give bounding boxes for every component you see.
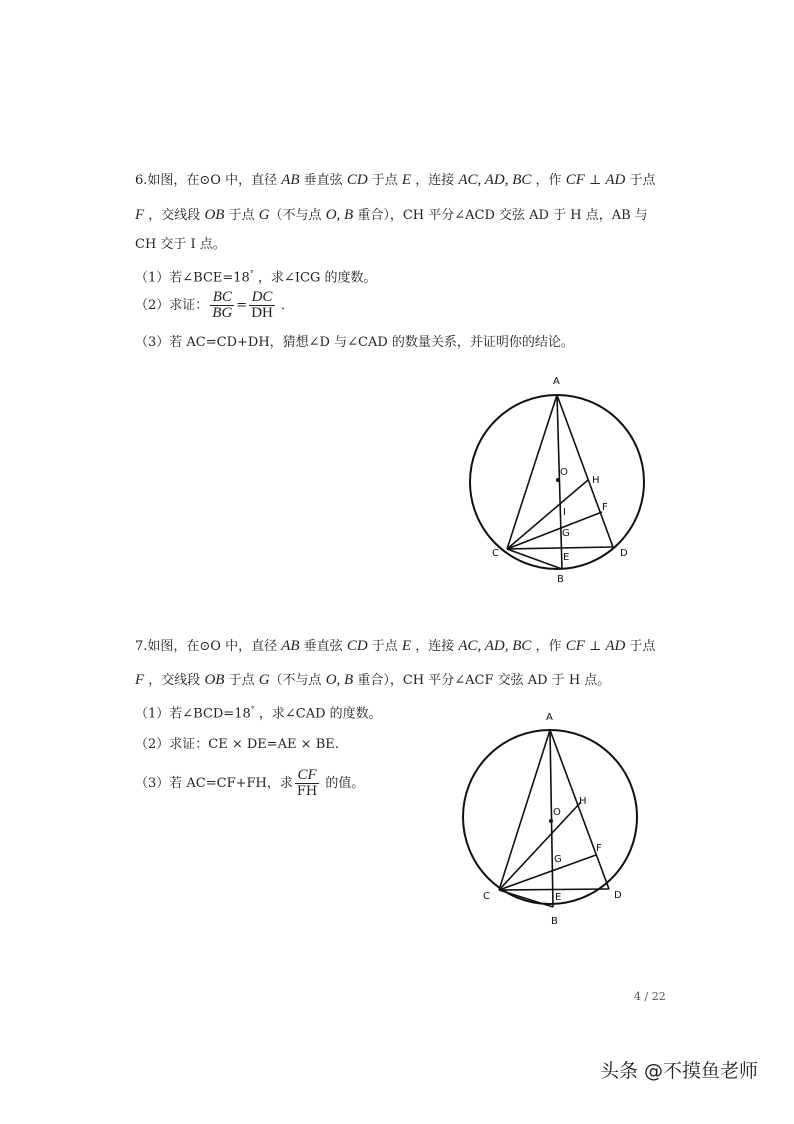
p7-question-3: （3）若 AC=CF+FH，求 $\frac{CF}{FH}$ 的值。: [135, 767, 365, 799]
p7-line-ac: [499, 730, 550, 890]
p7-label-a: A: [546, 712, 553, 723]
p6-label-h: H: [592, 475, 600, 486]
p7-geometry-figure: [455, 707, 655, 929]
p7-question-2: （2）求证：CE × DE=AE × BE.: [135, 737, 339, 752]
p6-label-c: C: [492, 548, 499, 559]
p6-line-cf: [507, 512, 602, 549]
p7-question-1: （1）若∠BCD=18° ，求∠CAD 的度数。: [135, 705, 382, 722]
fraction-dc-dh: $\frac{DC}{DH}$: [251, 289, 273, 321]
p6-label-b: B: [557, 574, 564, 585]
p7-line-ch: [499, 802, 581, 890]
p6-label-o: O: [560, 467, 568, 478]
p7-label-o: O: [553, 807, 561, 818]
watermark-text: 头条 @不摸鱼老师: [600, 1060, 759, 1082]
p7-label-d: D: [614, 890, 622, 901]
p7-line-ab: [550, 730, 553, 907]
p6-geometry-figure: [460, 370, 660, 590]
p7-line-2: F ，交线段 OB 于点 G（不与点 O, B 重合），CH 平分∠ACF 交弦 AD 于 H 点。: [135, 672, 611, 688]
fraction-cf-fh: $\frac{CF}{FH}$: [296, 767, 318, 799]
p6-question-3: （3）若 AC=CD+DH，猜想∠D 与∠CAD 的数量关系，并证明你的结论。: [135, 335, 574, 350]
p7-line-cf: [499, 855, 596, 890]
p6-line-ac: [507, 395, 557, 549]
fraction-bc-bg: $\frac{BC}{BG}$: [212, 289, 233, 321]
p6-line-1: 6.如图，在⊙O 中，直径 AB 垂直弦 CD 于点 E ，连接 AC, AD, BC ，作 CF ⊥ AD 于点: [135, 172, 656, 188]
p7-line-cb: [499, 890, 553, 907]
p6-line-cd: [507, 547, 613, 549]
p6-line-3: CH 交于 I 点。: [135, 237, 226, 252]
p7-line-cd: [499, 889, 609, 890]
p7-label-b: B: [551, 916, 558, 927]
p6-label-e: E: [563, 552, 570, 563]
p6-question-2: （2）求证： $\frac{BC}{BG}$ = $\frac{DC}{DH}$ ．: [135, 289, 294, 321]
p6-label-d: D: [620, 548, 628, 559]
p6-line-ch: [507, 480, 588, 549]
p7-line-1: 7.如图，在⊙O 中，直径 AB 垂直弦 CD 于点 E ，连接 AC, AD, BC ，作 CF ⊥ AD 于点: [135, 638, 656, 654]
page-number: 4 / 22: [634, 990, 666, 1003]
p7-label-e: E: [555, 892, 562, 903]
p7-label-c: C: [483, 891, 490, 902]
p6-line-ab: [557, 395, 562, 569]
p6-label-a: A: [553, 376, 560, 387]
p7-label-f: F: [596, 843, 602, 854]
p6-question-1: （1）若∠BCE=18° ，求∠ICG 的度数。: [135, 269, 377, 286]
p6-label-i: I: [563, 507, 566, 518]
p7-center-dot: [549, 819, 553, 823]
p7-label-h: H: [579, 796, 587, 807]
p6-center-dot: [556, 478, 560, 482]
p6-line-2: F ，交线段 OB 于点 G（不与点 O, B 重合），CH 平分∠ACD 交弦 AD 于 H 点，AB 与: [135, 207, 648, 223]
p7-label-g: G: [554, 854, 562, 865]
p6-label-g: G: [562, 528, 570, 539]
p6-label-f: F: [602, 502, 608, 513]
